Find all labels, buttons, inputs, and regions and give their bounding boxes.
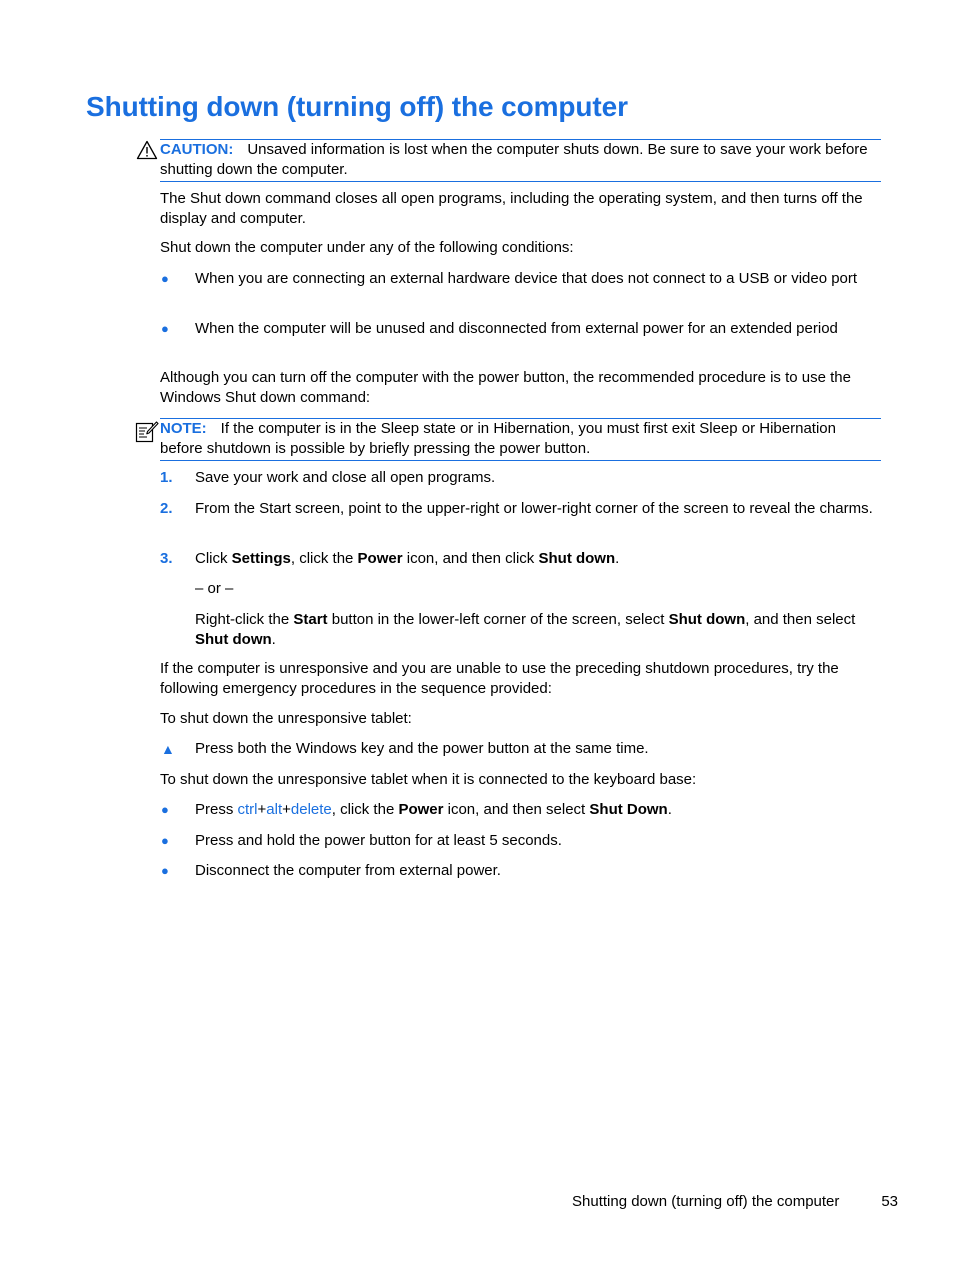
note-label: NOTE: — [160, 420, 207, 437]
caution-box — [160, 139, 881, 182]
caution-text: Unsaved information is lost when the computer shuts down. Be sure to save your work before shutting down the computer. — [160, 141, 868, 178]
step-text: From the Start screen, point to the upper-right or lower-right corner of the screen to reveal the charms. — [195, 500, 873, 517]
bullet-icon: ● — [161, 833, 169, 848]
key-ctrl: ctrl — [237, 801, 258, 818]
list-item-text: When the computer will be unused and disconnected from external power for an extended period — [195, 320, 838, 337]
paragraph: The Shut down command closes all open programs, including the operating system, and then turns off the display and computer. — [160, 190, 863, 227]
step-number: 2. — [160, 500, 173, 517]
step-number: 1. — [160, 469, 173, 486]
step-text: Click Settings, click the Power icon, and then click Shut down. — [195, 550, 620, 567]
step-text: Save your work and close all open programs. — [195, 469, 496, 486]
key-alt: alt — [266, 801, 283, 818]
list-item-text: When you are connecting an external hardware device that does not connect to a USB or video port — [195, 270, 858, 287]
paragraph: If the computer is unresponsive and you are unable to use the preceding shutdown procedures, try the following emergency procedures in the sequence provided: — [160, 660, 839, 697]
caution-label: CAUTION: — [160, 141, 234, 158]
page-number: 53 — [881, 1193, 898, 1210]
triangle-icon: ▲ — [161, 741, 175, 757]
step-number: 3. — [160, 550, 173, 567]
bullet-icon: ● — [161, 271, 169, 286]
bullet-icon: ● — [161, 863, 169, 878]
bullet-icon: ● — [161, 321, 169, 336]
note-pencil-icon — [135, 420, 159, 450]
note-text: If the computer is in the Sleep state or in Hibernation, you must first exit Sleep or Hibernation before shutdown is possible by briefly pressing the power button. — [160, 420, 836, 457]
paragraph: Although you can turn off the computer with the power button, the recommended procedure is to use the Windows Shut down command: — [160, 369, 851, 406]
alternate-step-text: Right-click the Start button in the lower-left corner of the screen, select Shut down, and then select Shut down. — [195, 611, 856, 648]
list-item-text: Disconnect the computer from external power. — [195, 862, 501, 879]
or-separator: – or – — [195, 580, 234, 597]
bullet-icon: ● — [161, 802, 169, 817]
list-item-text: Press ctrl+alt+delete, click the Power icon, and then select Shut Down. — [195, 801, 672, 818]
footer-title: Shutting down (turning off) the computer — [572, 1193, 840, 1210]
paragraph: Shut down the computer under any of the following conditions: — [160, 239, 574, 256]
key-delete: delete — [290, 801, 332, 818]
procedure-text: Press both the Windows key and the power button at the same time. — [195, 740, 649, 757]
note-box — [160, 418, 881, 461]
warning-triangle-icon — [136, 140, 158, 166]
paragraph: To shut down the unresponsive tablet when it is connected to the keyboard base: — [160, 771, 697, 788]
list-item-text: Press and hold the power button for at least 5 seconds. — [195, 832, 562, 849]
paragraph: To shut down the unresponsive tablet: — [160, 710, 412, 727]
page-title: Shutting down (turning off) the computer — [86, 91, 628, 122]
